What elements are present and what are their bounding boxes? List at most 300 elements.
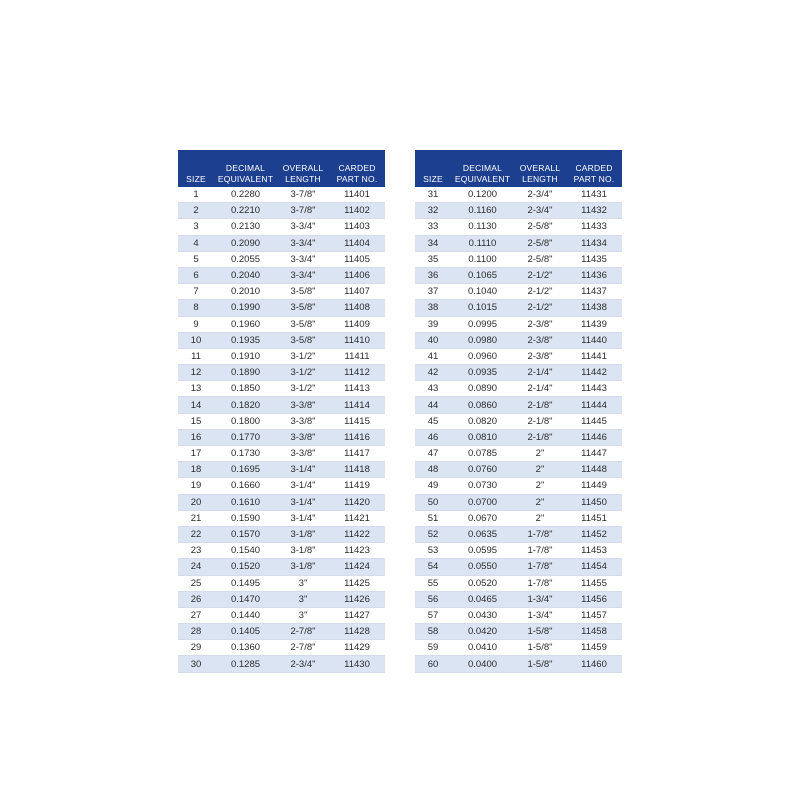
cell-size: 27 [178,607,214,623]
cell-part-no: 11412 [329,365,385,381]
drill-size-table-right [415,150,622,673]
cell-overall-length: 3-1/4" [277,494,329,510]
table-row [178,478,385,494]
cell-size: 1 [178,187,214,203]
cell-decimal-equivalent: 0.0670 [451,510,514,526]
cell-size: 60 [415,656,451,672]
cell-overall-length: 3-5/8" [277,316,329,332]
cell-part-no: 11446 [566,429,622,445]
table-row [415,543,622,559]
table-row [415,478,622,494]
cell-size: 18 [178,462,214,478]
cell-overall-length: 3-1/8" [277,526,329,542]
cell-decimal-equivalent: 0.1520 [214,559,277,575]
cell-size: 34 [415,235,451,251]
cell-part-no: 11441 [566,348,622,364]
cell-overall-length: 2-3/4" [514,203,566,219]
cell-overall-length: 3-3/4" [277,235,329,251]
cell-decimal-equivalent: 0.2010 [214,284,277,300]
table-row [415,591,622,607]
cell-size: 43 [415,381,451,397]
table-row [178,219,385,235]
cell-overall-length: 3-3/4" [277,251,329,267]
cell-decimal-equivalent: 0.0810 [451,429,514,445]
table-row [178,656,385,672]
cell-decimal-equivalent: 0.1590 [214,510,277,526]
cell-overall-length: 1-7/8" [514,543,566,559]
table-row [415,187,622,203]
cell-overall-length: 2-1/8" [514,397,566,413]
cell-part-no: 11436 [566,267,622,283]
cell-decimal-equivalent: 0.0550 [451,559,514,575]
cell-size: 52 [415,526,451,542]
table-row [415,624,622,640]
cell-size: 12 [178,365,214,381]
cell-decimal-equivalent: 0.1540 [214,543,277,559]
cell-part-no: 11453 [566,543,622,559]
cell-decimal-equivalent: 0.1110 [451,235,514,251]
cell-decimal-equivalent: 0.0410 [451,640,514,656]
cell-decimal-equivalent: 0.2210 [214,203,277,219]
cell-decimal-equivalent: 0.0935 [451,365,514,381]
table-row [178,640,385,656]
cell-size: 15 [178,413,214,429]
table-row [178,267,385,283]
cell-decimal-equivalent: 0.1935 [214,332,277,348]
cell-part-no: 11435 [566,251,622,267]
cell-size: 21 [178,510,214,526]
table-row [415,332,622,348]
cell-decimal-equivalent: 0.0430 [451,607,514,623]
table-row [415,559,622,575]
table-row [415,446,622,462]
cell-size: 55 [415,575,451,591]
cell-decimal-equivalent: 0.0785 [451,446,514,462]
cell-size: 10 [178,332,214,348]
table-row [178,381,385,397]
cell-overall-length: 2-5/8" [514,219,566,235]
cell-decimal-equivalent: 0.2040 [214,267,277,283]
cell-overall-length: 3" [277,591,329,607]
table-row [415,219,622,235]
cell-decimal-equivalent: 0.1360 [214,640,277,656]
cell-overall-length: 2-1/8" [514,429,566,445]
cell-size: 28 [178,624,214,640]
cell-decimal-equivalent: 0.0820 [451,413,514,429]
cell-size: 14 [178,397,214,413]
cell-overall-length: 3" [277,607,329,623]
header-overall-length: OVERALL LENGTH [514,150,566,187]
table-row [178,494,385,510]
table-row [178,235,385,251]
cell-part-no: 11401 [329,187,385,203]
cell-decimal-equivalent: 0.0890 [451,381,514,397]
cell-part-no: 11415 [329,413,385,429]
cell-size: 40 [415,332,451,348]
cell-part-no: 11426 [329,591,385,607]
cell-overall-length: 3-3/8" [277,446,329,462]
cell-decimal-equivalent: 0.0420 [451,624,514,640]
table-row [178,624,385,640]
cell-decimal-equivalent: 0.2090 [214,235,277,251]
table-row [415,575,622,591]
cell-size: 5 [178,251,214,267]
cell-decimal-equivalent: 0.0980 [451,332,514,348]
cell-overall-length: 1-5/8" [514,640,566,656]
header-overall-length: OVERALL LENGTH [277,150,329,187]
cell-decimal-equivalent: 0.0520 [451,575,514,591]
cell-overall-length: 2-1/2" [514,300,566,316]
cell-part-no: 11427 [329,607,385,623]
table-row [415,413,622,429]
cell-decimal-equivalent: 0.1015 [451,300,514,316]
cell-part-no: 11431 [566,187,622,203]
cell-overall-length: 1-3/4" [514,607,566,623]
table-row [178,607,385,623]
cell-overall-length: 3" [277,575,329,591]
cell-size: 48 [415,462,451,478]
table-row [415,397,622,413]
cell-decimal-equivalent: 0.1160 [451,203,514,219]
cell-size: 2 [178,203,214,219]
table-row [178,397,385,413]
cell-decimal-equivalent: 0.1960 [214,316,277,332]
table-row [178,462,385,478]
cell-size: 42 [415,365,451,381]
cell-overall-length: 2-1/2" [514,267,566,283]
cell-decimal-equivalent: 0.1285 [214,656,277,672]
cell-part-no: 11440 [566,332,622,348]
table-row [415,607,622,623]
cell-part-no: 11450 [566,494,622,510]
cell-decimal-equivalent: 0.1040 [451,284,514,300]
cell-part-no: 11416 [329,429,385,445]
cell-size: 39 [415,316,451,332]
cell-part-no: 11410 [329,332,385,348]
table-row [178,203,385,219]
cell-size: 4 [178,235,214,251]
cell-decimal-equivalent: 0.1065 [451,267,514,283]
cell-overall-length: 2-3/4" [277,656,329,672]
cell-part-no: 11434 [566,235,622,251]
cell-size: 38 [415,300,451,316]
cell-overall-length: 2-3/8" [514,316,566,332]
cell-size: 17 [178,446,214,462]
table-row [178,510,385,526]
cell-part-no: 11438 [566,300,622,316]
cell-part-no: 11408 [329,300,385,316]
table-row [415,510,622,526]
cell-size: 58 [415,624,451,640]
cell-size: 26 [178,591,214,607]
cell-overall-length: 2" [514,478,566,494]
cell-size: 19 [178,478,214,494]
cell-decimal-equivalent: 0.1695 [214,462,277,478]
cell-overall-length: 3-3/4" [277,267,329,283]
cell-decimal-equivalent: 0.1820 [214,397,277,413]
table-row [415,640,622,656]
cell-part-no: 11437 [566,284,622,300]
table-row [415,267,622,283]
cell-decimal-equivalent: 0.0400 [451,656,514,672]
table-row [178,446,385,462]
cell-part-no: 11447 [566,446,622,462]
cell-decimal-equivalent: 0.2055 [214,251,277,267]
cell-decimal-equivalent: 0.1850 [214,381,277,397]
cell-decimal-equivalent: 0.1770 [214,429,277,445]
cell-decimal-equivalent: 0.0465 [451,591,514,607]
cell-size: 24 [178,559,214,575]
cell-decimal-equivalent: 0.1730 [214,446,277,462]
cell-overall-length: 3-1/4" [277,510,329,526]
cell-size: 22 [178,526,214,542]
table-row [415,251,622,267]
cell-overall-length: 2" [514,510,566,526]
cell-decimal-equivalent: 0.1570 [214,526,277,542]
cell-overall-length: 3-1/2" [277,348,329,364]
header-decimal-equivalent: DECIMAL EQUIVALENT [451,150,514,187]
table-row [415,203,622,219]
cell-part-no: 11459 [566,640,622,656]
cell-part-no: 11454 [566,559,622,575]
cell-decimal-equivalent: 0.1130 [451,219,514,235]
cell-decimal-equivalent: 0.0635 [451,526,514,542]
cell-size: 36 [415,267,451,283]
cell-overall-length: 2-3/4" [514,187,566,203]
table-row [178,413,385,429]
cell-size: 51 [415,510,451,526]
cell-decimal-equivalent: 0.1100 [451,251,514,267]
cell-overall-length: 3-7/8" [277,187,329,203]
cell-overall-length: 3-3/8" [277,413,329,429]
cell-decimal-equivalent: 0.1440 [214,607,277,623]
cell-size: 7 [178,284,214,300]
header-carded-part-no: CARDED PART NO. [329,150,385,187]
cell-overall-length: 1-5/8" [514,656,566,672]
table-row [415,494,622,510]
cell-part-no: 11449 [566,478,622,494]
cell-size: 45 [415,413,451,429]
cell-overall-length: 3-5/8" [277,300,329,316]
cell-part-no: 11455 [566,575,622,591]
cell-size: 25 [178,575,214,591]
table-row [415,656,622,672]
cell-overall-length: 2-7/8" [277,640,329,656]
cell-overall-length: 2" [514,462,566,478]
cell-size: 44 [415,397,451,413]
cell-part-no: 11407 [329,284,385,300]
table-row [415,365,622,381]
cell-overall-length: 1-7/8" [514,526,566,542]
cell-part-no: 11414 [329,397,385,413]
cell-overall-length: 3-5/8" [277,332,329,348]
header-decimal-equivalent: DECIMAL EQUIVALENT [214,150,277,187]
cell-overall-length: 2-3/8" [514,348,566,364]
cell-part-no: 11432 [566,203,622,219]
cell-overall-length: 3-1/4" [277,478,329,494]
cell-decimal-equivalent: 0.1910 [214,348,277,364]
cell-part-no: 11405 [329,251,385,267]
cell-overall-length: 2-1/2" [514,284,566,300]
table-row [415,526,622,542]
cell-part-no: 11430 [329,656,385,672]
cell-part-no: 11403 [329,219,385,235]
cell-part-no: 11445 [566,413,622,429]
cell-part-no: 11421 [329,510,385,526]
table-row [178,316,385,332]
cell-overall-length: 2-3/8" [514,332,566,348]
cell-part-no: 11419 [329,478,385,494]
cell-overall-length: 2" [514,494,566,510]
table-row [415,348,622,364]
cell-decimal-equivalent: 0.2130 [214,219,277,235]
cell-size: 6 [178,267,214,283]
table-row [178,559,385,575]
cell-part-no: 11444 [566,397,622,413]
cell-size: 8 [178,300,214,316]
cell-size: 54 [415,559,451,575]
cell-size: 31 [415,187,451,203]
table-row [178,429,385,445]
cell-decimal-equivalent: 0.1800 [214,413,277,429]
cell-overall-length: 3-3/8" [277,429,329,445]
cell-size: 50 [415,494,451,510]
cell-overall-length: 1-7/8" [514,559,566,575]
cell-overall-length: 3-1/4" [277,462,329,478]
cell-overall-length: 2-1/8" [514,413,566,429]
cell-size: 9 [178,316,214,332]
cell-overall-length: 3-1/8" [277,543,329,559]
cell-size: 57 [415,607,451,623]
cell-part-no: 11460 [566,656,622,672]
cell-size: 20 [178,494,214,510]
table-row [178,284,385,300]
cell-overall-length: 3-3/4" [277,219,329,235]
cell-decimal-equivalent: 0.1990 [214,300,277,316]
table-row [178,187,385,203]
cell-size: 35 [415,251,451,267]
cell-size: 32 [415,203,451,219]
table-row [178,348,385,364]
cell-overall-length: 2" [514,446,566,462]
cell-overall-length: 1-7/8" [514,575,566,591]
cell-overall-length: 3-1/2" [277,365,329,381]
cell-decimal-equivalent: 0.1610 [214,494,277,510]
cell-part-no: 11404 [329,235,385,251]
cell-size: 23 [178,543,214,559]
table-row [178,365,385,381]
table-row [415,235,622,251]
cell-part-no: 11458 [566,624,622,640]
cell-part-no: 11424 [329,559,385,575]
cell-size: 49 [415,478,451,494]
cell-part-no: 11417 [329,446,385,462]
cell-size: 16 [178,429,214,445]
cell-overall-length: 2-5/8" [514,235,566,251]
cell-overall-length: 2-1/4" [514,365,566,381]
cell-overall-length: 2-7/8" [277,624,329,640]
cell-size: 33 [415,219,451,235]
cell-part-no: 11409 [329,316,385,332]
cell-size: 59 [415,640,451,656]
cell-overall-length: 2-5/8" [514,251,566,267]
cell-part-no: 11433 [566,219,622,235]
cell-overall-length: 3-3/8" [277,397,329,413]
cell-part-no: 11452 [566,526,622,542]
cell-decimal-equivalent: 0.0760 [451,462,514,478]
cell-overall-length: 3-5/8" [277,284,329,300]
cell-overall-length: 2-1/4" [514,381,566,397]
drill-size-table-left [178,150,385,673]
cell-part-no: 11429 [329,640,385,656]
cell-decimal-equivalent: 0.1660 [214,478,277,494]
cell-size: 3 [178,219,214,235]
cell-decimal-equivalent: 0.0960 [451,348,514,364]
cell-part-no: 11439 [566,316,622,332]
cell-part-no: 11442 [566,365,622,381]
cell-overall-length: 1-5/8" [514,624,566,640]
cell-decimal-equivalent: 0.0995 [451,316,514,332]
table-row [178,332,385,348]
cell-part-no: 11425 [329,575,385,591]
cell-part-no: 11420 [329,494,385,510]
cell-size: 13 [178,381,214,397]
cell-decimal-equivalent: 0.1890 [214,365,277,381]
cell-decimal-equivalent: 0.1495 [214,575,277,591]
cell-part-no: 11402 [329,203,385,219]
cell-size: 46 [415,429,451,445]
cell-size: 47 [415,446,451,462]
cell-size: 11 [178,348,214,364]
cell-part-no: 11443 [566,381,622,397]
cell-decimal-equivalent: 0.0730 [451,478,514,494]
cell-part-no: 11422 [329,526,385,542]
cell-size: 41 [415,348,451,364]
cell-decimal-equivalent: 0.1200 [451,187,514,203]
cell-decimal-equivalent: 0.1405 [214,624,277,640]
table-row [415,284,622,300]
cell-size: 56 [415,591,451,607]
cell-part-no: 11428 [329,624,385,640]
cell-size: 53 [415,543,451,559]
table-row [178,591,385,607]
table-row [178,251,385,267]
cell-decimal-equivalent: 0.0595 [451,543,514,559]
table-row [178,575,385,591]
cell-part-no: 11418 [329,462,385,478]
table-header [178,150,385,187]
cell-decimal-equivalent: 0.0860 [451,397,514,413]
table-row [415,462,622,478]
table-row [415,300,622,316]
cell-part-no: 11413 [329,381,385,397]
header-carded-part-no: CARDED PART NO. [566,150,622,187]
cell-size: 30 [178,656,214,672]
cell-part-no: 11448 [566,462,622,478]
cell-overall-length: 3-1/2" [277,381,329,397]
header-size: SIZE [415,150,451,187]
cell-overall-length: 1-3/4" [514,591,566,607]
cell-part-no: 11456 [566,591,622,607]
cell-decimal-equivalent: 0.0700 [451,494,514,510]
cell-decimal-equivalent: 0.1470 [214,591,277,607]
table-row [415,381,622,397]
cell-size: 37 [415,284,451,300]
table-row [415,429,622,445]
cell-decimal-equivalent: 0.2280 [214,187,277,203]
cell-part-no: 11423 [329,543,385,559]
table-row [178,526,385,542]
